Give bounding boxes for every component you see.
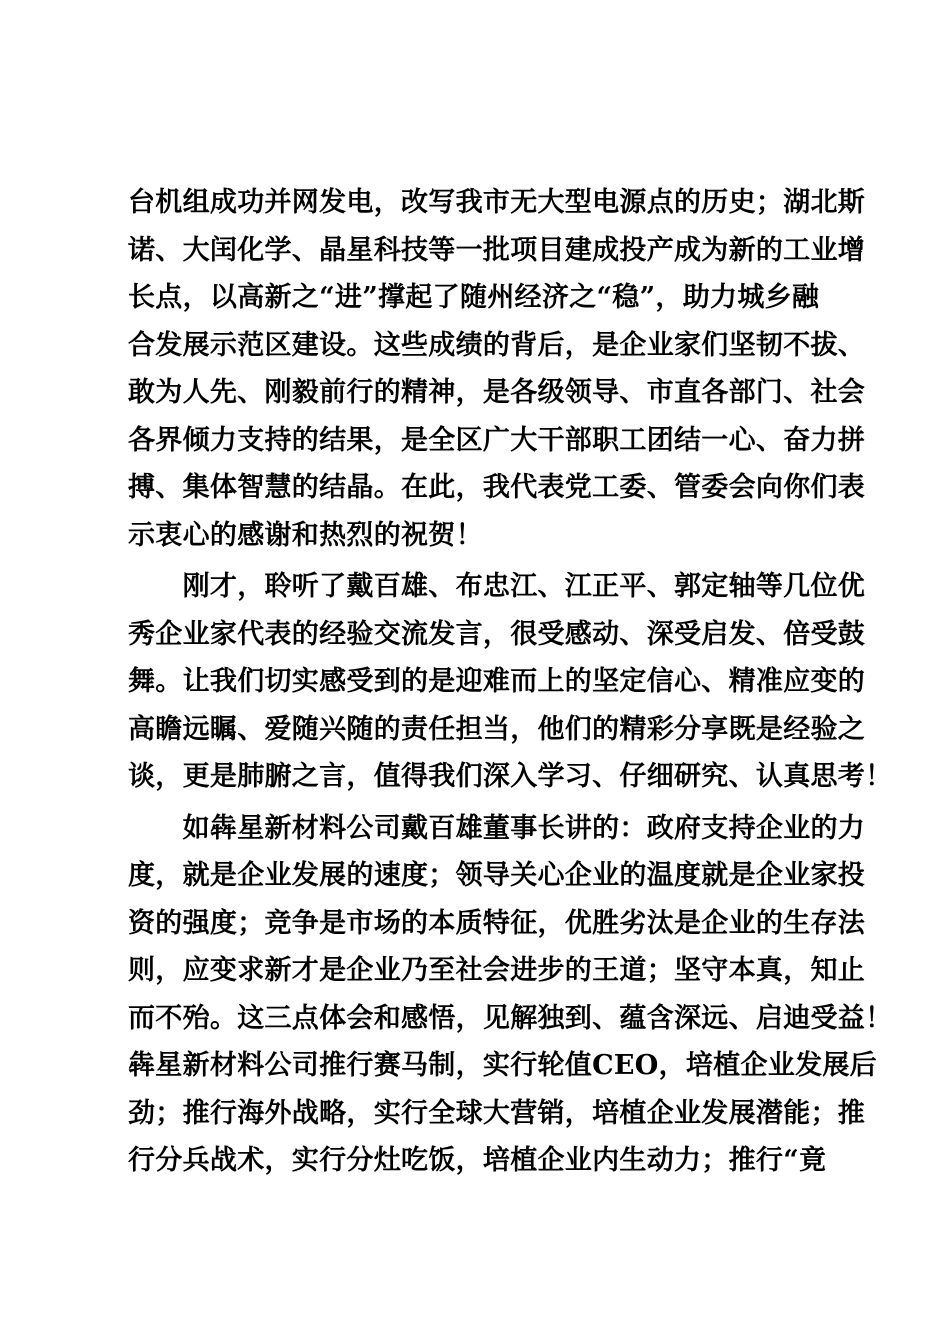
text-line: 示衷心的感谢和热烈的祝贺！ [128, 519, 483, 551]
text-line: 各界倾力支持的结果，是全区广大干部职工团结一心、奋力拼 [128, 424, 866, 456]
text-line: 则，应变求新才是企业乃至社会进步的王道；坚守本真，知止 [128, 955, 866, 986]
paragraph-2 [128, 563, 893, 801]
text-line: 长点，以高新之“进”撑起了随州经济之“稳”，助力城乡融 [128, 282, 820, 313]
body-text [128, 179, 893, 1185]
text-line: 如犇星新材料公司戴百雄董事长讲的：政府支持企业的力 [128, 812, 866, 844]
text-line: 犇星新材料公司推行赛马制，实行轮值CEO，培植企业发展后 [128, 1050, 877, 1081]
text-line: 合发展示范区建设。这些成绩的背后，是企业家们坚韧不拔、 [128, 329, 866, 361]
text-line: 敢为人先、刚毅前行的精神，是各级领导、市直各部门、社会 [128, 377, 866, 408]
text-line: 高瞻远瞩、爱随兴随的责任担当，他们的精彩分享既是经验之 [128, 713, 866, 745]
text-line: 秀企业家代表的经验交流发言，很受感动、深受启发、倍受鼓 [128, 618, 866, 650]
text-line: 诺、大闰化学、晶星科技等一批项目建成投产成为新的工业增 [128, 234, 866, 266]
text-line: 行分兵战术，实行分灶吃饭，培植企业内生动力；推行“竟 [128, 1145, 827, 1176]
paragraph-3 [128, 805, 893, 1185]
text-line: 度，就是企业发展的速度；领导关心企业的温度就是企业家投 [128, 860, 866, 891]
text-line: 谈，更是肺腑之言，值得我们深入学习、仔细研究、认真思考！ [128, 761, 893, 792]
paragraph-1 [128, 179, 866, 559]
text-line: 刚才，聆听了戴百雄、布忠江、江正平、郭定轴等几位优 [128, 571, 866, 602]
text-line: 台机组成功并网发电，改写我市无大型电源点的历史；湖北斯 [128, 187, 866, 218]
text-line: 而不殆。这三点体会和感悟，见解独到、蕴含深远、启迪受益！ [128, 1002, 893, 1034]
text-line: 资的强度；竞争是市场的本质特征，优胜劣汰是企业的生存法 [128, 907, 866, 939]
text-line: 舞。让我们切实感受到的是迎难而上的坚定信心、精准应变的 [128, 666, 866, 697]
text-line: 搏、集体智慧的结晶。在此，我代表党工委、管委会向你们表 [128, 472, 866, 503]
text-line: 劲；推行海外战略，实行全球大营销，培植企业发展潜能；推 [128, 1097, 866, 1129]
